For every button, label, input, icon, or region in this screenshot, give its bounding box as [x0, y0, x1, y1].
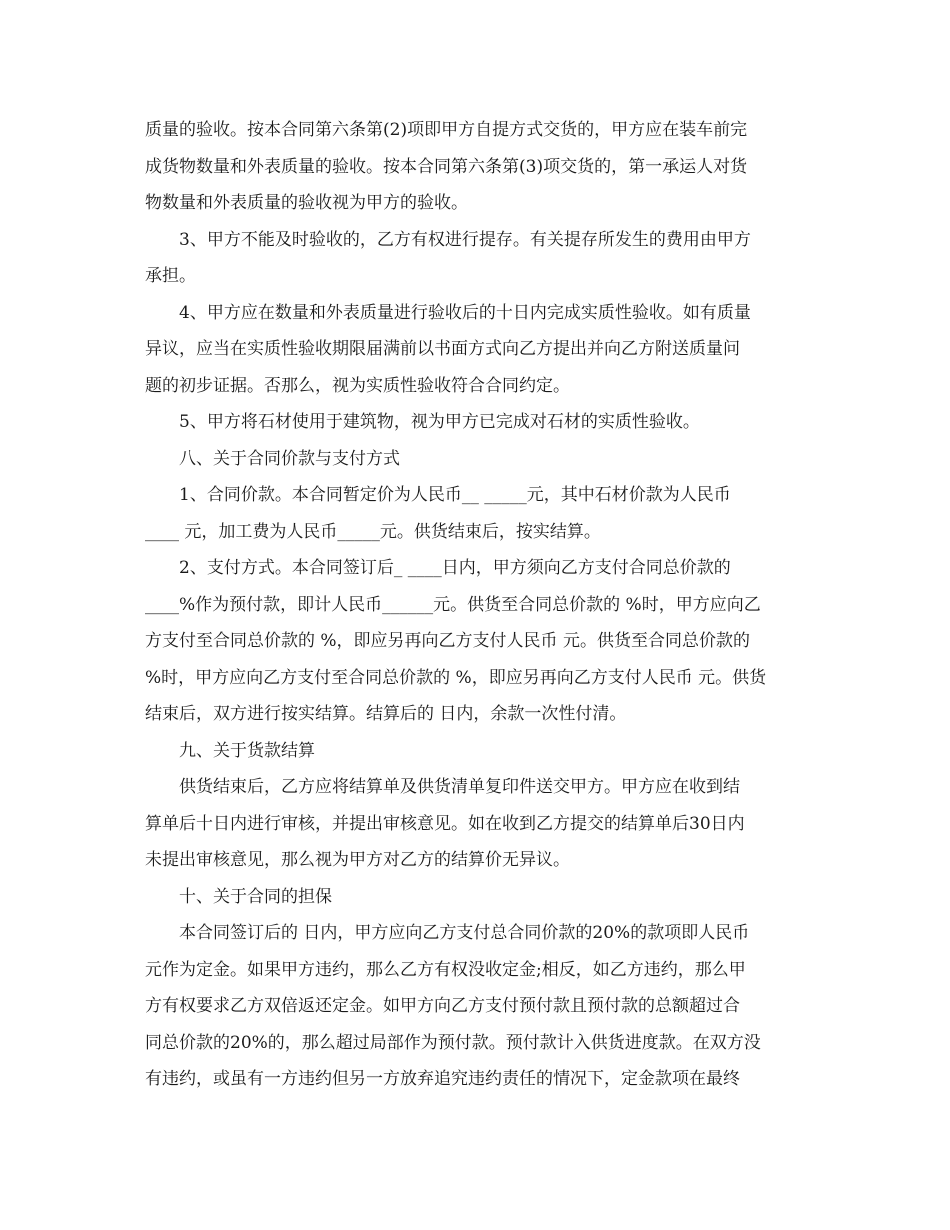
paragraph: [145, 915, 810, 1098]
text-line: 成货物数量和外表质量的验收。按本合同第六条第(3)项交货的，第一承运人对货: [145, 156, 748, 177]
text-line: 未提出审核意见，那么视为甲方对乙方的结算价无异议。: [145, 850, 570, 870]
text-line: 本合同签订后的 日内，甲方应向乙方支付总合同价款的20%的款项即人民币: [179, 923, 750, 943]
text-line: ____%作为预付款，即计人民币______元。供货至合同总价款的 %时，甲方应向乙: [145, 594, 761, 615]
text-line: 质量的验收。按本合同第六条第(2)项即甲方自提方式交货的，甲方应在装车前完: [145, 120, 748, 140]
text-line: %时，甲方应向乙方支付至合同总价款的 %，即应另再向乙方支付人民币 元。供货: [145, 667, 767, 688]
section-heading: [145, 733, 810, 770]
section-heading: [145, 879, 810, 916]
paragraph: [145, 404, 810, 441]
heading-line: 十、关于合同的担保: [179, 886, 332, 907]
paragraph: [145, 477, 810, 550]
text-line: 方支付至合同总价款的 %，即应另再向乙方支付人民币 元。供货至合同总价款的: [145, 631, 750, 651]
text-line: 供货结束后，乙方应将结算单及供货清单复印件送交甲方。甲方应在收到结: [179, 777, 740, 797]
document-body: [145, 112, 810, 1098]
heading-line: 九、关于货款结算: [179, 740, 315, 761]
text-line: 2、支付方式。本合同签订后_ ____日内，甲方须向乙方支付合同总价款的: [179, 558, 731, 578]
text-line: 3、甲方不能及时验收的，乙方有权进行提存。有关提存所发生的费用由甲方: [179, 229, 751, 250]
heading-line: 八、关于合同价款与支付方式: [179, 448, 400, 469]
paragraph: [145, 222, 810, 295]
text-line: 承担。: [145, 266, 196, 286]
section-heading: [145, 441, 810, 478]
paragraph: [145, 295, 810, 405]
text-line: 同总价款的20%的，那么超过局部作为预付款。预付款计入供货进度款。在双方没: [145, 1032, 761, 1053]
text-line: 算单后十日内进行审核，并提出审核意见。如在收到乙方提交的结算单后30日内: [145, 813, 745, 834]
text-line: 元作为定金。如果甲方违约，那么乙方有权没收定金;相反，如乙方违约，那么甲: [145, 959, 746, 980]
text-line: 1、合同价款。本合同暂定价为人民币__ _____元，其中石材价款为人民币: [179, 485, 731, 505]
text-line: 结束后，双方进行按实结算。结算后的 日内，余款一次性付清。: [145, 704, 627, 724]
paragraph: [145, 769, 810, 879]
text-line: 5、甲方将石材使用于建筑物，视为甲方已完成对石材的实质性验收。: [179, 412, 700, 432]
text-line: 方有权要求乙方双倍返还定金。如甲方向乙方支付预付款且预付款的总额超过合: [145, 996, 740, 1016]
paragraph: [145, 550, 810, 733]
text-line: ____ 元，加工费为人民币_____元。供货结束后，按实结算。: [145, 521, 601, 542]
text-line: 异议，应当在实质性验收期限届满前以书面方式向乙方提出并向乙方附送质量问: [145, 339, 740, 359]
text-line: 有违约，或虽有一方违约但另一方放弃追究违约责任的情况下，定金款项在最终: [145, 1069, 740, 1089]
text-line: 题的初步证据。否那么，视为实质性验收符合合同约定。: [145, 375, 570, 396]
text-line: 物数量和外表质量的验收视为甲方的验收。: [145, 193, 468, 213]
paragraph: [145, 112, 810, 222]
text-line: 4、甲方应在数量和外表质量进行验收后的十日内完成实质性验收。如有质量: [179, 302, 751, 323]
